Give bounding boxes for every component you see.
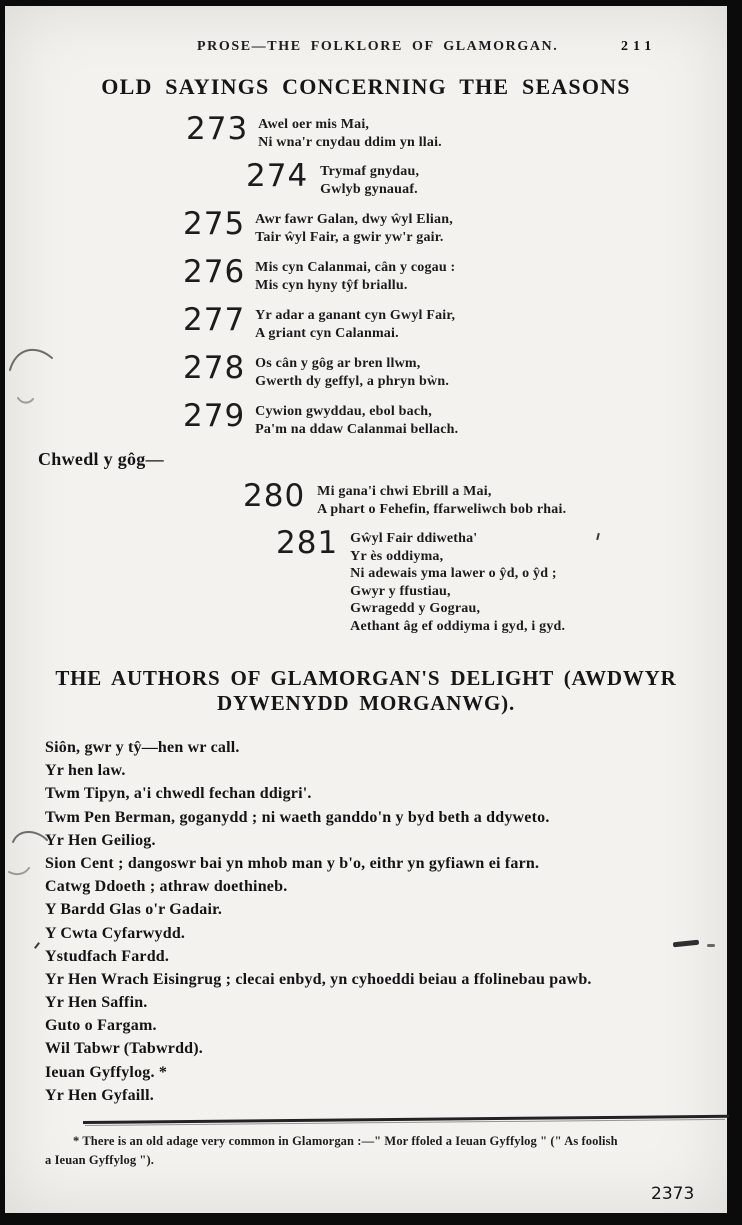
- verse-277: [183, 302, 456, 342]
- verse-number: 277: [183, 302, 246, 338]
- verse-line: Mi gana'i chwi Ebrill a Mai,: [317, 484, 492, 499]
- verse-276: [183, 254, 456, 294]
- scan-artifact-curve-middle: [7, 824, 55, 894]
- author-line: Twm Pen Berman, goganydd ; ni waeth ganddo'n y byd beth a ddyweto.: [45, 808, 550, 826]
- verse-number: 279: [183, 398, 246, 434]
- verse-lines: [317, 483, 566, 518]
- author-line: Ieuan Gyffylog. *: [45, 1063, 168, 1081]
- verse-line: Trymaf gnydau,: [320, 164, 420, 179]
- verse-279: [183, 398, 459, 438]
- author-line: Wil Tabwr (Tabwrdd).: [45, 1040, 203, 1058]
- verse-line: Gŵyl Fair ddiwetha': [350, 531, 478, 546]
- verse-line: A griant cyn Calanmai.: [255, 325, 399, 341]
- verse-line: Yr ès oddiyma,: [350, 548, 444, 564]
- verse-number: 280: [243, 478, 306, 514]
- verse-lines: [320, 163, 419, 198]
- author-line: Yr hen law.: [45, 762, 126, 780]
- section-title-seasons: OLD SAYINGS CONCERNING THE SEASONS: [101, 74, 631, 99]
- verse-line: Gwerth dy geffyl, a phryn bẁn.: [255, 373, 450, 389]
- verse-number: 281: [276, 525, 339, 561]
- book-page: [5, 6, 727, 1213]
- verse-line: Awr fawr Galan, dwy ŵyl Elian,: [255, 212, 453, 227]
- authors-list: [45, 736, 592, 1107]
- verse-line: Gwragedd y Gograu,: [350, 601, 481, 616]
- author-line: Yr Hen Gyfaill.: [45, 1086, 154, 1104]
- verse-number: 278: [183, 350, 246, 386]
- verse-280: [243, 478, 567, 518]
- verse-number: 274: [246, 158, 309, 194]
- verse-line: Yr adar a ganant cyn Gwyl Fair,: [255, 308, 456, 323]
- verse-number: 275: [183, 206, 246, 242]
- verse-281: [276, 525, 566, 635]
- verse-number: 273: [186, 111, 249, 147]
- verse-lines: [258, 116, 442, 151]
- page-number: 211: [621, 39, 657, 54]
- author-line: Y Cwta Cyfarwydd.: [45, 924, 186, 942]
- verse-line: Cywion gwyddau, ebol bach,: [255, 404, 432, 419]
- author-line: Yr Hen Saffin.: [45, 994, 148, 1012]
- verse-lines: [255, 259, 455, 294]
- verse-lines: [255, 403, 458, 438]
- verse-line: Pa'm na ddaw Calanmai bellach.: [255, 421, 459, 437]
- running-title: PROSE—THE FOLKLORE OF GLAMORGAN.: [197, 39, 559, 54]
- verse-line: Awel oer mis Mai,: [258, 117, 370, 132]
- author-line: Yr Hen Geiliog.: [45, 831, 156, 849]
- author-line: Guto o Fargam.: [45, 1017, 157, 1035]
- verse-line: Ni adewais yma lawer o ŷd, o ŷd ;: [350, 566, 557, 581]
- verse-line: Mis cyn Calanmai, cân y cogau :: [255, 260, 456, 275]
- verse-lines: [350, 530, 565, 635]
- author-line: Siôn, gwr y tŷ—hen wr call.: [45, 739, 240, 756]
- verse-278: [183, 350, 450, 390]
- author-line: Y Bardd Glas o'r Gadair.: [45, 901, 223, 919]
- author-line: Yr Hen Wrach Eisingrug ; clecai enbyd, yn cyhoeddi beiau a ffolinebau pawb.: [45, 970, 592, 988]
- verse-line: Ni wna'r cnydau ddim yn llai.: [258, 134, 442, 150]
- author-line: Ystudfach Fardd.: [45, 947, 170, 965]
- scan-artifact-tick-ystudfach: [34, 942, 40, 949]
- scan-sequence-number: 2373: [651, 1184, 695, 1204]
- verse-273: [186, 111, 442, 151]
- verse-line: Gwlyb gynauaf.: [320, 181, 418, 197]
- scan-artifact-tick-verse281: [596, 533, 600, 540]
- verse-line: Os cân y gôg ar bren llwm,: [255, 356, 421, 371]
- verse-274: [246, 158, 420, 198]
- verse-lines: [255, 211, 453, 246]
- scan-artifact-smudge: [673, 940, 699, 948]
- author-line: Sion Cent ; dangoswr bai yn mhob man y b'o, eithr yn gyfiawn ei farn.: [45, 854, 540, 872]
- author-line: Twm Tipyn, a'i chwedl fechan ddigri'.: [45, 785, 312, 803]
- verse-line: Gwyr y ffustiau,: [350, 583, 451, 599]
- subheading-chwedl-y-gog: Chwedl y gôg—: [38, 449, 164, 469]
- section-title-authors-line2: DYWENYDD MORGANWG).: [216, 691, 515, 715]
- verse-line: A phart o Fehefin, ffarweliwch bob rhai.: [317, 501, 567, 517]
- verse-line: Aethant âg ef oddiyma i gyd, i gyd.: [350, 618, 566, 634]
- author-line: Catwg Ddoeth ; athraw doethineb.: [45, 878, 288, 896]
- verse-line: Tair ŵyl Fair, a gwir yw'r gair.: [255, 229, 444, 245]
- verse-lines: [255, 307, 455, 342]
- verse-line: Mis cyn hyny tŷf briallu.: [255, 277, 408, 293]
- footnote-line2: a Ieuan Gyffylog ").: [45, 1153, 154, 1167]
- verse-number: 276: [183, 254, 246, 290]
- scan-artifact-smudge-dot: [707, 944, 715, 947]
- verse-275: [183, 206, 453, 246]
- footnote-line1: * There is an old adage very common in Glamorgan :—" Mor ffoled a Ieuan Gyffylog " (" As foolish: [73, 1134, 618, 1148]
- section-title-authors-line1: THE AUTHORS OF GLAMORGAN'S DELIGHT (AWDWYR: [55, 666, 677, 690]
- verse-lines: [255, 355, 449, 390]
- scan-artifact-curve-top: [8, 342, 60, 406]
